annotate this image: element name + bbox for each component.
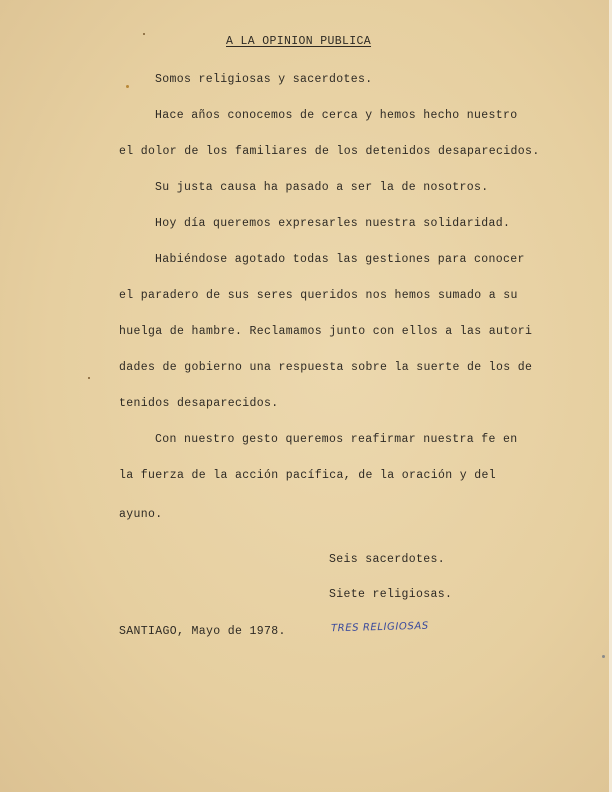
body-line-3: el dolor de los familiares de los detenidos desaparecidos. (119, 145, 540, 158)
signatory-priests: Seis sacerdotes. (329, 553, 446, 566)
paper-speck (126, 85, 129, 88)
body-line-9: dades de gobierno una respuesta sobre la suerte de los de (119, 361, 533, 374)
body-line-12: la fuerza de la acción pacífica, de la oración y del (119, 469, 497, 482)
document-title: A LA OPINION PUBLICA (226, 35, 372, 48)
body-line-13: ayuno. (119, 508, 163, 521)
body-line-10: tenidos desaparecidos. (119, 397, 279, 410)
body-line-5: Hoy día queremos expresarles nuestra solidaridad. (155, 217, 511, 230)
paper-speck (88, 377, 90, 379)
body-line-4: Su justa causa ha pasado a ser la de nosotros. (155, 181, 489, 194)
signatory-nuns: Siete religiosas. (329, 588, 453, 601)
body-line-2: Hace años conocemos de cerca y hemos hecho nuestro (155, 109, 518, 122)
body-line-11: Con nuestro gesto queremos reafirmar nuestra fe en (155, 433, 518, 446)
place-date: SANTIAGO, Mayo de 1978. (119, 625, 286, 638)
body-line-6: Habiéndose agotado todas las gestiones para conocer (155, 253, 525, 266)
paper-speck (143, 33, 145, 35)
handwritten-note: TRES RELIGIOSAS (330, 620, 429, 635)
body-line-1: Somos religiosas y sacerdotes. (155, 73, 373, 86)
paper-speck (602, 655, 605, 658)
body-line-8: huelga de hambre. Reclamamos junto con ellos a las autori (119, 325, 533, 338)
body-line-7: el paradero de sus seres queridos nos hemos sumado a su (119, 289, 518, 302)
